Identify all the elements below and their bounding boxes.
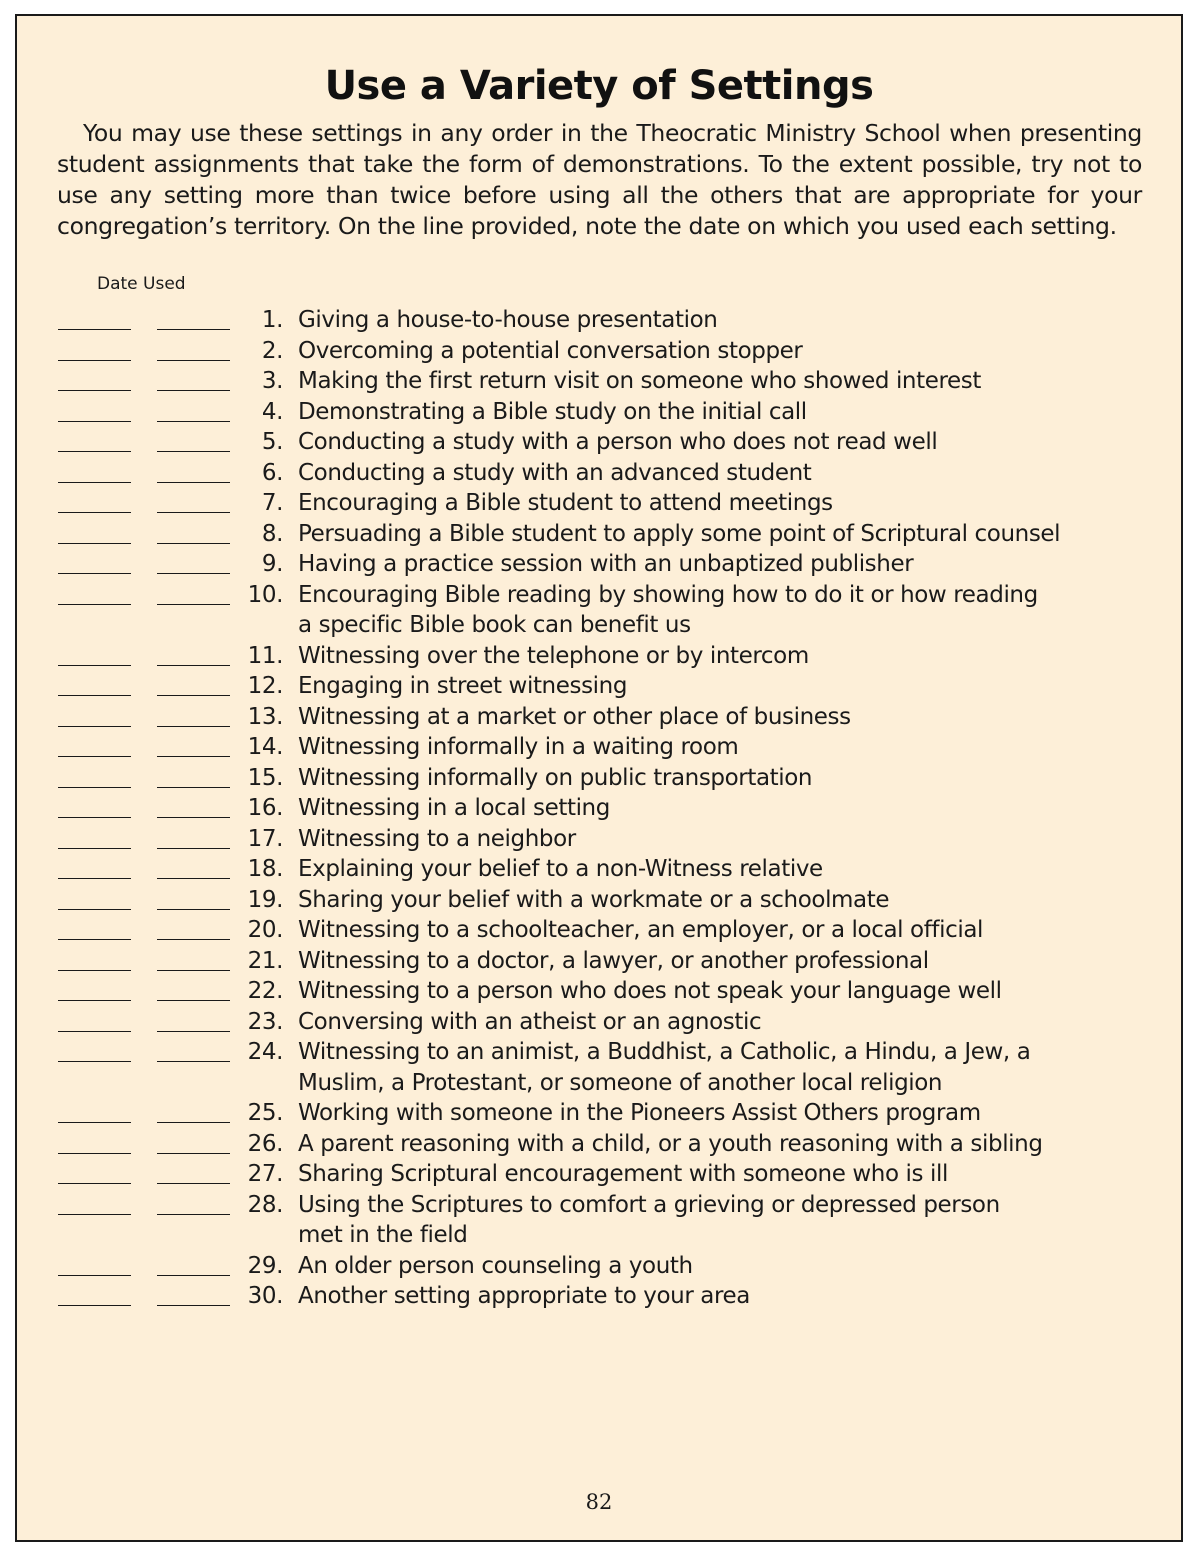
date-blank-second[interactable] (157, 1183, 230, 1184)
date-blank-second[interactable] (157, 1275, 230, 1276)
setting-number: 3. (261, 368, 283, 394)
date-blank-second[interactable] (157, 329, 230, 330)
setting-number: 11. (247, 642, 283, 669)
setting-text (298, 824, 1118, 855)
setting-row (17, 427, 1181, 458)
setting-text (298, 1190, 1118, 1251)
setting-text (298, 763, 1118, 794)
setting-number: 7. (261, 490, 283, 516)
setting-text (298, 946, 1118, 977)
date-blank-first[interactable] (58, 1000, 131, 1001)
setting-text (298, 1159, 1118, 1190)
setting-number: 17. (247, 825, 283, 852)
setting-row (17, 976, 1181, 1007)
setting-text-line: Another setting appropriate to your area (298, 1283, 750, 1309)
setting-number: 2. (261, 337, 283, 364)
setting-text-line: Using the Scriptures to comfort a grieving or depressed person (298, 1191, 1000, 1218)
setting-number: 6. (261, 459, 283, 486)
setting-number: 9. (261, 551, 283, 577)
date-blank-second[interactable] (157, 482, 230, 483)
setting-text (298, 732, 1118, 763)
setting-text-line: Witnessing to a person who does not speak your language well (298, 978, 1002, 1004)
setting-row (17, 1159, 1181, 1190)
date-blank-first[interactable] (58, 878, 131, 879)
setting-text (298, 793, 1118, 824)
setting-text-line: Conducting a study with a person who does not read well (298, 429, 938, 455)
worksheet-page (15, 14, 1183, 1542)
setting-number: 29. (247, 1252, 283, 1279)
date-blank-first[interactable] (58, 573, 131, 574)
setting-row (17, 763, 1181, 794)
setting-number: 22. (247, 978, 283, 1004)
page-number: 82 (585, 1490, 613, 1514)
setting-number: 14. (247, 734, 283, 760)
date-blank-second[interactable] (157, 1214, 230, 1215)
setting-text-line: Witnessing to a schoolteacher, an employer, or a local official (298, 917, 984, 943)
setting-number: 18. (247, 856, 283, 882)
setting-text (298, 1037, 1118, 1098)
setting-row (17, 519, 1181, 550)
setting-row (17, 336, 1181, 367)
setting-row (17, 824, 1181, 855)
setting-text-line: Witnessing at a market or other place of business (298, 703, 851, 730)
setting-number: 19. (247, 886, 283, 913)
setting-row (17, 885, 1181, 916)
date-blank-first[interactable] (58, 1214, 131, 1215)
date-blank-second[interactable] (157, 360, 230, 361)
setting-text (298, 1098, 1118, 1129)
setting-row (17, 1037, 1181, 1098)
setting-text-line: Witnessing informally in a waiting room (298, 734, 739, 760)
date-blank-second[interactable] (157, 939, 230, 940)
setting-text (298, 458, 1118, 489)
setting-text-line: Sharing your belief with a workmate or a schoolmate (298, 886, 890, 913)
setting-text-line: Witnessing to a doctor, a lawyer, or another professional (298, 947, 929, 974)
date-blank-second[interactable] (157, 1153, 230, 1154)
date-blank-first[interactable] (58, 1183, 131, 1184)
setting-text-line: Witnessing informally on public transportation (298, 764, 813, 791)
date-blank-first[interactable] (58, 787, 131, 788)
setting-number: 12. (247, 673, 283, 699)
date-blank-second[interactable] (157, 451, 230, 452)
date-blank-second[interactable] (157, 695, 230, 696)
setting-number: 28. (247, 1191, 283, 1218)
date-blank-second[interactable] (157, 665, 230, 666)
setting-text (298, 580, 1118, 641)
setting-row (17, 1007, 1181, 1038)
setting-number: 4. (261, 398, 283, 425)
date-blank-first[interactable] (58, 482, 131, 483)
setting-number: 16. (247, 795, 283, 821)
date-blank-second[interactable] (157, 390, 230, 391)
date-blank-first[interactable] (58, 421, 131, 422)
setting-number: 27. (247, 1161, 283, 1187)
setting-row (17, 946, 1181, 977)
setting-row (17, 702, 1181, 733)
date-blank-second[interactable] (157, 878, 230, 879)
setting-text (298, 976, 1118, 1007)
date-blank-first[interactable] (58, 1305, 131, 1306)
date-blank-first[interactable] (58, 543, 131, 544)
setting-number: 20. (247, 917, 283, 943)
setting-text-line: Working with someone in the Pioneers Assist Others program (298, 1100, 981, 1126)
setting-text-line: Explaining your belief to a non-Witness relative (298, 856, 823, 882)
setting-row (17, 397, 1181, 428)
setting-text (298, 519, 1118, 550)
date-blank-first[interactable] (58, 817, 131, 818)
date-used-header: Date Used (97, 274, 186, 294)
date-blank-second[interactable] (157, 604, 230, 605)
date-blank-first[interactable] (58, 726, 131, 727)
date-blank-second[interactable] (157, 1031, 230, 1032)
setting-text-line: Witnessing to a neighbor (298, 825, 576, 852)
setting-text-line: An older person counseling a youth (298, 1252, 693, 1279)
setting-row (17, 1281, 1181, 1312)
date-blank-first[interactable] (58, 604, 131, 605)
setting-number: 30. (247, 1283, 283, 1309)
page-title: Use a Variety of Settings (324, 63, 874, 109)
setting-number: 24. (247, 1039, 283, 1065)
setting-text (298, 336, 1118, 367)
date-blank-second[interactable] (157, 543, 230, 544)
setting-row (17, 671, 1181, 702)
setting-text (298, 366, 1118, 397)
setting-text-line: Witnessing in a local setting (298, 795, 610, 821)
setting-row (17, 854, 1181, 885)
date-blank-first[interactable] (58, 451, 131, 452)
setting-text (298, 305, 1118, 336)
setting-row (17, 366, 1181, 397)
setting-text-line: Demonstrating a Bible study on the initial call (298, 398, 807, 425)
date-blank-second[interactable] (157, 970, 230, 971)
date-blank-first[interactable] (58, 1275, 131, 1276)
setting-text (298, 1129, 1118, 1160)
date-blank-first[interactable] (58, 329, 131, 330)
date-blank-first[interactable] (58, 1061, 131, 1062)
date-blank-first[interactable] (58, 970, 131, 971)
setting-text-line: Conversing with an atheist or an agnostic (298, 1008, 762, 1035)
setting-text-line: Encouraging a Bible student to attend meetings (298, 490, 833, 516)
date-blank-second[interactable] (157, 848, 230, 849)
setting-number: 5. (261, 429, 283, 455)
setting-text-line: Giving a house-to-house presentation (298, 307, 718, 333)
setting-text-line: A parent reasoning with a child, or a youth reasoning with a sibling (298, 1130, 1043, 1157)
setting-number: 26. (247, 1130, 283, 1157)
setting-number: 1. (261, 307, 283, 333)
setting-row (17, 580, 1181, 641)
setting-row (17, 793, 1181, 824)
date-blank-second[interactable] (157, 421, 230, 422)
setting-number: 21. (247, 947, 283, 974)
setting-text-line: met in the field (298, 1222, 468, 1248)
setting-number: 15. (247, 764, 283, 791)
setting-text-line: Witnessing over the telephone or by intercom (298, 642, 809, 669)
setting-text (298, 702, 1118, 733)
setting-text (298, 397, 1118, 428)
setting-text-line: a specific Bible book can benefit us (298, 612, 691, 638)
setting-row (17, 1129, 1181, 1160)
setting-text-line: Having a practice session with an unbaptized publisher (298, 551, 914, 577)
setting-text (298, 885, 1118, 916)
date-blank-first[interactable] (58, 360, 131, 361)
setting-text (298, 915, 1118, 946)
setting-number: 23. (247, 1008, 283, 1035)
date-blank-first[interactable] (58, 512, 131, 513)
setting-text-line: Conducting a study with an advanced student (298, 459, 812, 486)
setting-text-line: Overcoming a potential conversation stopper (298, 337, 803, 364)
date-blank-second[interactable] (157, 1305, 230, 1306)
date-blank-first[interactable] (58, 909, 131, 910)
date-blank-first[interactable] (58, 390, 131, 391)
date-blank-first[interactable] (58, 695, 131, 696)
setting-row (17, 488, 1181, 519)
setting-text (298, 549, 1118, 580)
settings-list (17, 305, 1181, 1312)
setting-text (298, 488, 1118, 519)
date-blank-second[interactable] (157, 1061, 230, 1062)
setting-number: 25. (247, 1100, 283, 1126)
date-blank-first[interactable] (58, 848, 131, 849)
setting-text (298, 641, 1118, 672)
date-blank-second[interactable] (157, 817, 230, 818)
setting-text-line: Sharing Scriptural encouragement with someone who is ill (298, 1161, 948, 1187)
setting-text (298, 1007, 1118, 1038)
intro-paragraph: You may use these settings in any order in the Theocratic Ministry School when presenting student assignments that take the form of demonstrations. To the extent possible, try not to use any setting more than twice before using all the others that are appropriate for your congregation’s territory. On the line provided, note the date on which you used each setting. (57, 119, 1142, 240)
setting-row (17, 1190, 1181, 1251)
setting-row (17, 1251, 1181, 1282)
setting-text (298, 427, 1118, 458)
date-blank-first[interactable] (58, 1031, 131, 1032)
date-blank-second[interactable] (157, 512, 230, 513)
date-blank-second[interactable] (157, 787, 230, 788)
setting-number: 8. (261, 520, 283, 547)
setting-text (298, 1281, 1118, 1312)
date-blank-second[interactable] (157, 726, 230, 727)
setting-text-line: Engaging in street witnessing (298, 673, 628, 699)
setting-text (298, 854, 1118, 885)
setting-row (17, 1098, 1181, 1129)
setting-text-line: Encouraging Bible reading by showing how to do it or how reading (298, 581, 1038, 608)
setting-row (17, 458, 1181, 489)
date-blank-second[interactable] (157, 1000, 230, 1001)
setting-text-line: Persuading a Bible student to apply some point of Scriptural counsel (298, 520, 1061, 547)
date-blank-first[interactable] (58, 939, 131, 940)
date-blank-first[interactable] (58, 665, 131, 666)
setting-text (298, 1251, 1118, 1282)
date-blank-second[interactable] (157, 1122, 230, 1123)
setting-row (17, 915, 1181, 946)
setting-number: 10. (247, 581, 283, 608)
date-blank-first[interactable] (58, 1122, 131, 1123)
setting-row (17, 305, 1181, 336)
setting-number: 13. (247, 703, 283, 730)
setting-text (298, 671, 1118, 702)
date-blank-second[interactable] (157, 756, 230, 757)
setting-text-line: Witnessing to an animist, a Buddhist, a Catholic, a Hindu, a Jew, a (298, 1039, 1031, 1065)
setting-row (17, 641, 1181, 672)
setting-row (17, 549, 1181, 580)
setting-text-line: Making the first return visit on someone who showed interest (298, 368, 981, 394)
setting-text-line: Muslim, a Protestant, or someone of another local religion (298, 1069, 943, 1096)
date-blank-first[interactable] (58, 756, 131, 757)
date-blank-first[interactable] (58, 1153, 131, 1154)
date-blank-second[interactable] (157, 909, 230, 910)
setting-row (17, 732, 1181, 763)
date-blank-second[interactable] (157, 573, 230, 574)
